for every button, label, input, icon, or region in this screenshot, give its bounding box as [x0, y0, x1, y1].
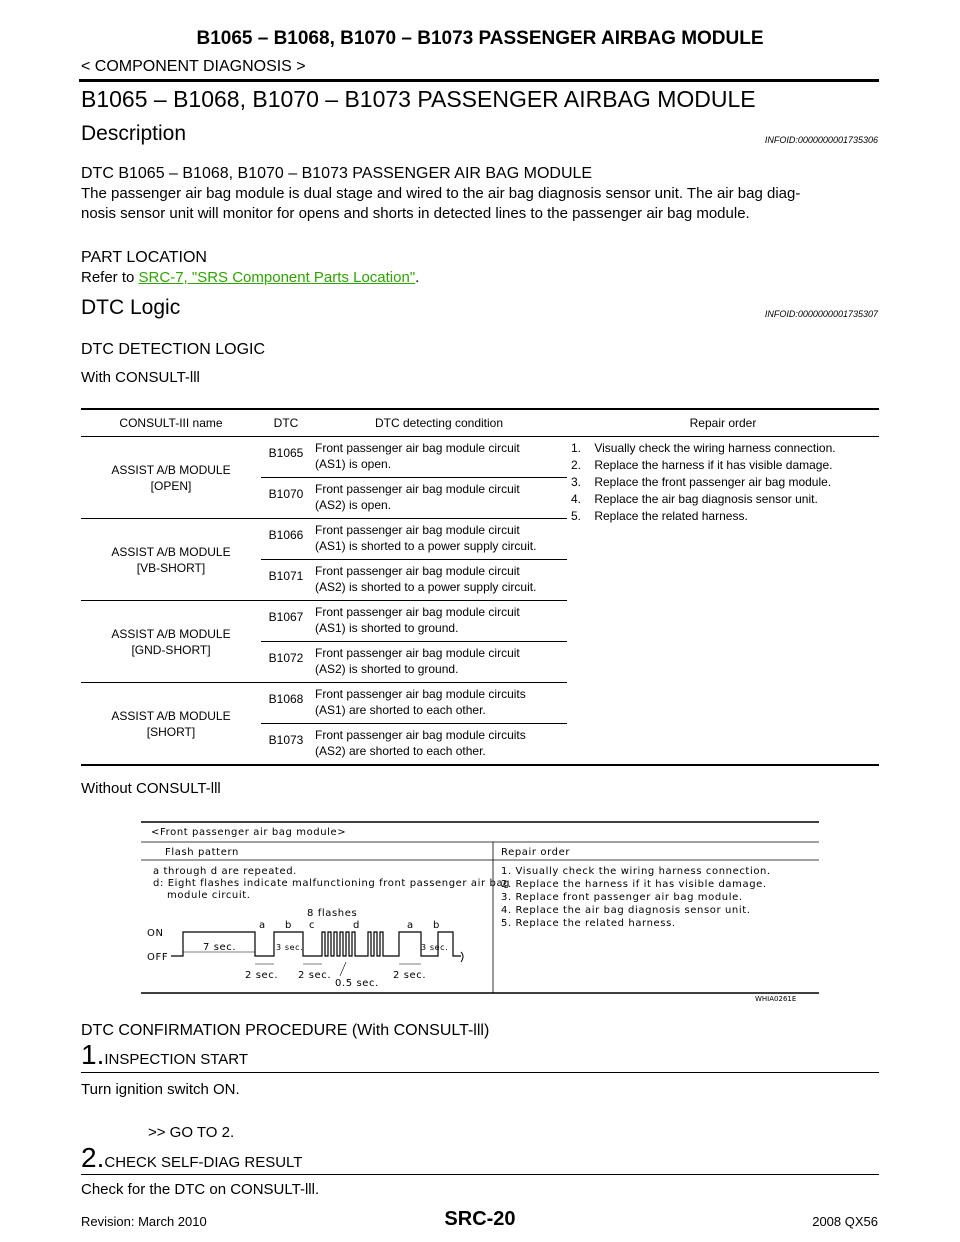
- segment-a-label: a: [259, 920, 266, 931]
- step-1-go: >> GO TO 2.: [148, 1124, 235, 1141]
- figure-repair-step: 1. Visually check the wiring harness connection.: [501, 866, 771, 877]
- dtc-detection-heading: DTC DETECTION LOGIC: [81, 341, 266, 358]
- dtc-code: B1073: [261, 724, 311, 765]
- consult-name-vb-short: ASSIST A/B MODULE [VB-SHORT]: [81, 519, 261, 601]
- dtc-code: B1067: [261, 601, 311, 642]
- refer-suffix: .: [415, 269, 420, 286]
- flash-pattern-figure: [141, 820, 819, 1016]
- dtc-condition: Front passenger air bag module circuit (AS2) is shorted to a power supply circuit.: [311, 560, 567, 601]
- step-2-title: CHECK SELF-DIAG RESULT: [104, 1154, 303, 1171]
- dtc-condition: Front passenger air bag module circuits (AS1) are shorted to each other.: [311, 683, 567, 724]
- consult-name-short: ASSIST A/B MODULE [SHORT]: [81, 683, 261, 765]
- repair-step: 3. Replace the front passenger air bag module.: [571, 475, 832, 489]
- dtc-condition: Front passenger air bag module circuit (AS1) is open.: [311, 437, 567, 478]
- half-sec-pointer: [340, 962, 346, 976]
- step-2-header: [81, 1143, 302, 1173]
- step-1-title: INSPECTION START: [104, 1051, 248, 1068]
- three-sec-repeat-label: 3 sec.: [421, 943, 449, 952]
- off-label: OFF: [147, 952, 169, 963]
- figure-note-1: a through d are repeated.: [153, 866, 297, 877]
- eight-flashes-label: 8 flashes: [307, 908, 358, 919]
- description-text-line-1: The passenger air bag module is dual stage and wired to the air bag diagnosis sensor unit. The air bag diag-: [81, 185, 801, 202]
- repair-step: 5. Replace the related harness.: [571, 509, 748, 523]
- step-1-text: Turn ignition switch ON.: [81, 1081, 240, 1098]
- src-7-link[interactable]: SRC-7, "SRS Component Parts Location": [138, 269, 416, 286]
- segment-d-label: d: [353, 920, 360, 931]
- consult-name-open: ASSIST A/B MODULE [OPEN]: [81, 437, 261, 519]
- figure-repair-step: 5. Replace the related harness.: [501, 918, 676, 929]
- table-header-condition: DTC detecting condition: [311, 409, 567, 437]
- figure-repair-step: 4. Replace the air bag diagnosis sensor unit.: [501, 905, 751, 916]
- figure-repair-step: 2. Replace the harness if it has visible damage.: [501, 879, 767, 890]
- step-2-number: 2.: [81, 1142, 105, 1173]
- dtc-condition: Front passenger air bag module circuit (AS2) is open.: [311, 478, 567, 519]
- dtc-code: B1070: [261, 478, 311, 519]
- step-2-text: Check for the DTC on CONSULT-lll.: [81, 1181, 320, 1198]
- description-subheading: DTC B1065 – B1068, B1070 – B1073 PASSENGER AIR BAG MODULE: [81, 165, 593, 182]
- dtc-logic-infoid: INFOID:0000000001735307: [764, 309, 878, 319]
- refer-prefix: Refer to: [81, 269, 139, 286]
- with-consult-label: With CONSULT-lll: [81, 369, 200, 386]
- page-title: B1065 – B1068, B1070 – B1073 PASSENGER AIRBAG MODULE: [81, 86, 756, 112]
- flash-pattern-header: Flash pattern: [165, 847, 239, 858]
- two-sec-label: 2 sec.: [245, 970, 279, 981]
- on-label: ON: [147, 928, 164, 939]
- figure-note-3: module circuit.: [167, 890, 251, 901]
- page-number: SRC-20: [444, 1208, 516, 1230]
- description-text-line-2: nosis sensor unit will monitor for opens and shorts in detected lines to the passenger air bag module.: [81, 205, 750, 222]
- repair-step: 1. Visually check the wiring harness connection.: [571, 441, 836, 455]
- table-header-repair: Repair order: [567, 409, 879, 437]
- without-consult-label: Without CONSULT-lll: [81, 780, 221, 797]
- waveform-break-mark: [461, 952, 463, 962]
- table-header-dtc: DTC: [261, 409, 311, 437]
- figure-note-2: d: Eight flashes indicate malfunctioning front passenger air bag: [153, 878, 511, 889]
- segment-c-label: c: [309, 920, 316, 931]
- repair-step: 2. Replace the harness if it has visible damage.: [571, 458, 833, 472]
- repair-step: 4. Replace the air bag diagnosis sensor unit.: [571, 492, 818, 506]
- dtc-code: B1071: [261, 560, 311, 601]
- header-rule: [79, 79, 879, 82]
- step-2-rule: [81, 1174, 879, 1175]
- description-heading: Description: [81, 122, 187, 145]
- dtc-code: B1065: [261, 437, 311, 478]
- consult-name-gnd-short: ASSIST A/B MODULE [GND-SHORT]: [81, 601, 261, 683]
- dtc-code: B1068: [261, 683, 311, 724]
- repair-order-header: Repair order: [501, 847, 571, 858]
- revision-date: Revision: March 2010: [81, 1214, 207, 1229]
- two-sec-label: 2 sec.: [298, 970, 332, 981]
- figure-caption: <Front passenger air bag module>: [151, 827, 347, 838]
- dtc-condition: Front passenger air bag module circuit (AS1) is shorted to a power supply circuit.: [311, 519, 567, 560]
- dtc-logic-heading: DTC Logic: [81, 296, 181, 319]
- dtc-code: B1072: [261, 642, 311, 683]
- model-year: 2008 QX56: [812, 1214, 878, 1229]
- seven-sec-label: 7 sec.: [203, 942, 237, 953]
- half-sec-label: 0.5 sec.: [335, 978, 379, 989]
- breadcrumb: < COMPONENT DIAGNOSIS >: [81, 58, 306, 75]
- description-infoid: INFOID:0000000001735306: [764, 135, 878, 145]
- step-1-number: 1.: [81, 1039, 105, 1070]
- confirmation-heading: DTC CONFIRMATION PROCEDURE (With CONSULT-lll): [81, 1022, 490, 1039]
- figure-repair-step: 3. Replace front passenger air bag module.: [501, 892, 743, 903]
- dtc-code: B1066: [261, 519, 311, 560]
- figure-id: WHIA0261E: [755, 995, 797, 1003]
- repair-order-list: [567, 437, 879, 765]
- dtc-condition: Front passenger air bag module circuits (AS2) are shorted to each other.: [311, 724, 567, 765]
- step-1-rule: [81, 1072, 879, 1073]
- running-header-title: B1065 – B1068, B1070 – B1073 PASSENGER AIRBAG MODULE: [196, 28, 764, 49]
- segment-b-repeat-label: b: [433, 920, 440, 931]
- table-header-name: CONSULT-III name: [81, 409, 261, 437]
- dtc-condition: Front passenger air bag module circuit (AS1) is shorted to ground.: [311, 601, 567, 642]
- three-sec-label: 3 sec.: [276, 943, 304, 952]
- step-1-header: [81, 1040, 248, 1070]
- part-location-heading: PART LOCATION: [81, 249, 207, 266]
- two-sec-label: 2 sec.: [393, 970, 427, 981]
- segment-a-repeat-label: a: [407, 920, 414, 931]
- refer-line: [81, 268, 881, 288]
- dtc-condition: Front passenger air bag module circuit (AS2) is shorted to ground.: [311, 642, 567, 683]
- dtc-table: [81, 408, 879, 766]
- segment-b-label: b: [285, 920, 292, 931]
